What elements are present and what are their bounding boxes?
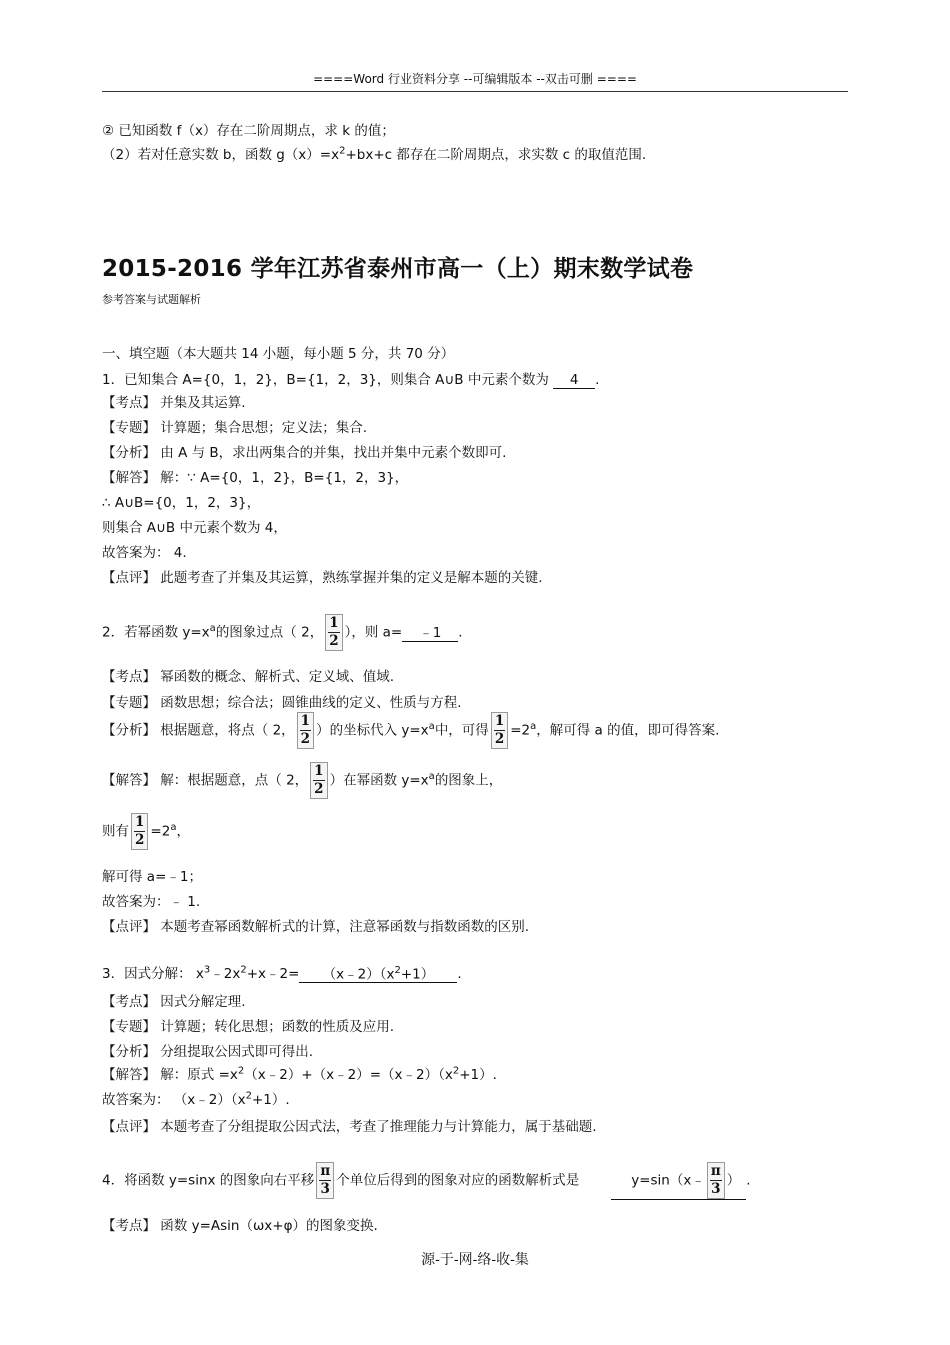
q4-answer: y=sin（x﹣ $\frac{\pi}{3}$ ）	[611, 1162, 746, 1200]
q3-stem: 3．因式分解： $x^3﹣2x^2+x﹣2=$ $(x﹣2)(x^2+1)$ .	[102, 964, 462, 982]
fraction-one-half: $\frac{1}{2}$	[491, 712, 508, 749]
q1-jieda: 【解答】 解：∵ A={0，1，2}，B={1，2，3}，	[102, 470, 409, 486]
q3-jieda: 【解答】 解：原式 $=x^2(x﹣2)+(x﹣2)=(x﹣2)(x^2+1)$.	[102, 1065, 497, 1083]
q3-fenxi: 【分析】 分组提取公因式即可得出.	[102, 1044, 314, 1060]
q2-solve: 解可得 a=﹣1；	[102, 869, 202, 885]
fraction-one-half: $\frac{1}{2}$	[131, 813, 148, 850]
page-subtitle: 参考答案与试题解析	[102, 293, 201, 306]
section-heading: 一、填空题（本大题共 14 小题，每小题 5 分，共 70 分）	[102, 346, 455, 362]
q2-answer: ﹣1	[402, 626, 458, 642]
fraction-pi-over-3: $\frac{\pi}{3}$	[707, 1162, 725, 1199]
q4-kaodian: 【考点】 函数 y=Asin（ωx+φ）的图象变换.	[102, 1218, 378, 1234]
q1-fenxi: 【分析】 由 A 与 B，求出两集合的并集，找出并集中元素个数即可.	[102, 445, 507, 461]
prev-part-2: （2）若对任意实数 b，函数 $g(x)=x^2+bx+c$ 都存在二阶周期点，求实数 c 的取值范围.	[102, 145, 647, 163]
q4-stem: 4．将函数 y=sinx 的图象向右平移 $\frac{\pi}{3}$ 个单位后得到的图象对应的函数解析式是 y=sin（x﹣ $\frac{\pi}{3}$ ） .	[102, 1162, 751, 1200]
q2-youyou: 则有 $\frac{1}{2}$ $=2^a$，	[102, 814, 190, 848]
q1-stem: 1．已知集合 A={0，1，2}，B={1，2，3}，则集合 A∪B 中元素个数为 4 .	[102, 372, 600, 388]
q2-final: 故答案为：﹣ 1.	[102, 894, 201, 910]
page-header: ====Word 行业资料分享 --可编辑版本 --双击可删 ====	[313, 72, 637, 86]
q1-line-2: ∴ A∪B={0，1，2，3}，	[102, 495, 261, 511]
q3-answer: $(x﹣2)(x^2+1)$	[299, 963, 457, 984]
q1-line-3: 则集合 A∪B 中元素个数为 4，	[102, 520, 287, 536]
q1-zhuanti: 【专题】 计算题；集合思想；定义法；集合.	[102, 420, 368, 436]
q1-dianping: 【点评】 此题考查了并集及其运算，熟练掌握并集的定义是解本题的关键.	[102, 570, 543, 586]
q3-dianping: 【点评】 本题考查了分组提取公因式法，考查了推理能力与计算能力，属于基础题.	[102, 1119, 597, 1135]
q2-zhuanti: 【专题】 函数思想；综合法；圆锥曲线的定义、性质与方程.	[102, 695, 462, 711]
page-footer: 源-于-网-络-收-集	[421, 1252, 529, 1268]
fraction-one-half: $\frac{1}{2}$	[310, 762, 327, 799]
fraction-one-half: $\frac{1}{2}$	[297, 712, 314, 749]
page-title: 2015-2016 学年江苏省泰州市高一（上）期末数学试卷	[102, 256, 694, 282]
q1-kaodian: 【考点】 并集及其运算.	[102, 395, 246, 411]
q2-jieda: 【解答】 解：根据题意，点（ 2， $\frac{1}{2}$ ）在幂函数 $y=x^a$的图象上，	[102, 763, 503, 797]
q2-stem: 2．若幂函数 $y=x^a$的图象过点（ 2， $\frac{1}{2}$ ），则 a= ﹣1 .	[102, 615, 463, 649]
header-divider	[102, 91, 848, 92]
fraction-one-half: $\frac{1}{2}$	[325, 614, 342, 651]
q3-zhuanti: 【专题】 计算题；转化思想；函数的性质及应用.	[102, 1019, 395, 1035]
q1-final: 故答案为： 4.	[102, 545, 187, 561]
q1-answer: 4	[553, 373, 595, 389]
q2-dianping: 【点评】 本题考查幂函数解析式的计算，注意幂函数与指数函数的区别.	[102, 919, 530, 935]
prev-item-2: ② 已知函数 f（x）存在二阶周期点，求 k 的值；	[102, 123, 395, 139]
q2-kaodian: 【考点】 幂函数的概念、解析式、定义域、值域.	[102, 669, 395, 685]
q3-final: 故答案为： $(x﹣2)(x^2+1)$.	[102, 1090, 290, 1108]
fraction-pi-over-3: $\frac{\pi}{3}$	[316, 1162, 334, 1199]
q2-fenxi: 【分析】 根据题意，将点（ 2， $\frac{1}{2}$ ）的坐标代入 $y=x^a$中，可得 $\frac{1}{2}$ $=2^a$，解可得 a 的值，即可得答案.	[102, 713, 720, 747]
q3-kaodian: 【考点】 因式分解定理.	[102, 994, 246, 1010]
